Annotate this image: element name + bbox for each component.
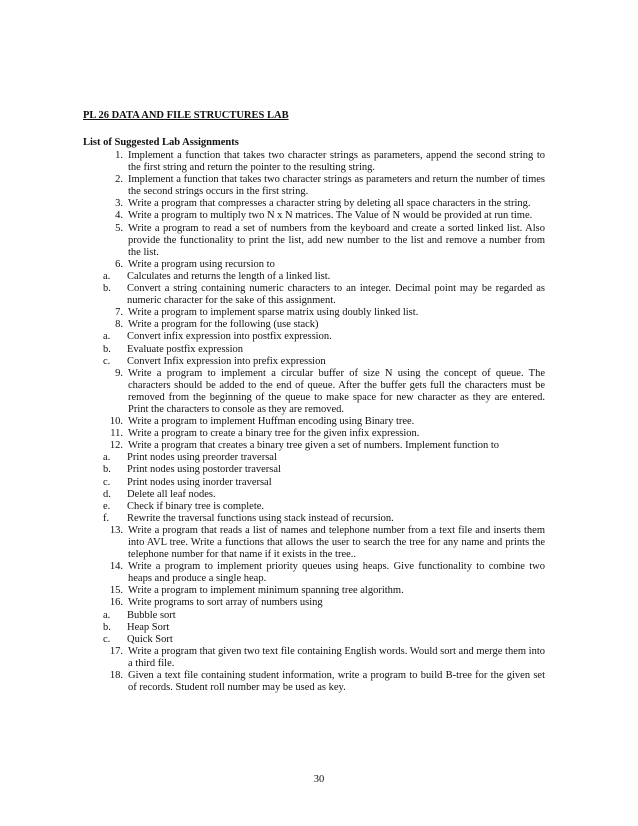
item-text: Write a program that creates a binary tree given a set of numbers. Implement function to	[128, 440, 500, 452]
list-item	[83, 223, 545, 259]
sub-item	[83, 356, 545, 368]
assignment-list	[83, 150, 545, 694]
sub-item	[83, 464, 545, 476]
item-number: 12.	[109, 440, 123, 452]
sub-item-text: Quick Sort	[127, 633, 173, 645]
page-number: 30	[313, 774, 325, 785]
sub-item-text: Check if binary tree is complete.	[127, 500, 265, 512]
item-number: 8.	[115, 319, 123, 331]
list-item	[83, 198, 545, 210]
item-number: 17.	[109, 645, 123, 657]
sub-item-letter: b.	[103, 343, 111, 355]
item-text: Write a program for the following (use stack)	[128, 319, 319, 331]
item-number: 4.	[115, 210, 123, 222]
item-text: Given a text file containing student information, write a program to build B-tree for the given set of records. Student roll number may be used as key.	[128, 670, 545, 694]
sub-item-letter: a.	[103, 452, 111, 464]
sub-item	[83, 513, 545, 525]
item-text: Write a program to implement priority queues using heaps. Give functionality to combine two heaps and produce a single heap.	[128, 561, 545, 585]
item-number: 2.	[115, 174, 123, 186]
list-item	[83, 428, 545, 440]
list-item	[83, 210, 545, 222]
sub-item-text: Print nodes using postorder traversal	[127, 464, 281, 476]
sub-item-letter: d.	[103, 488, 111, 500]
item-text: Write programs to sort array of numbers using	[128, 597, 323, 609]
sub-item-letter: c.	[103, 355, 111, 367]
list-item	[83, 670, 545, 694]
item-text: Write a program to read a set of numbers from the keyboard and create a sorted linked list. Also provide the functionality to print the list, add new number to the list and remove a number from the list.	[128, 222, 545, 258]
sub-item	[83, 634, 545, 646]
item-number: 5.	[115, 222, 123, 234]
sub-item-letter: f.	[103, 512, 110, 524]
item-number: 1.	[115, 150, 123, 161]
sub-item-text: Calculates and returns the length of a linked list.	[127, 270, 331, 282]
list-item	[83, 174, 545, 198]
list-item	[83, 416, 545, 428]
list-item	[83, 597, 545, 609]
item-text: Write a program that reads a list of names and telephone number from a text file and inserts them into AVL tree. Write a functions that allows the user to search the tree for any name and prints the telephone number for that name if it exists in the tree..	[128, 524, 545, 561]
sub-item	[83, 331, 545, 343]
item-number: 18.	[109, 670, 123, 682]
sub-item-text: Delete all leaf nodes.	[127, 488, 216, 500]
list-item	[83, 319, 545, 331]
item-number: 7.	[115, 307, 123, 319]
item-number: 15.	[109, 585, 123, 597]
sub-item	[83, 271, 545, 283]
sub-item-letter: e.	[103, 500, 111, 512]
sub-item	[83, 283, 545, 307]
sub-item-letter: b.	[103, 464, 111, 476]
item-number: 14.	[109, 561, 123, 573]
item-number: 16.	[109, 597, 123, 609]
item-number: 9.	[115, 367, 123, 379]
sub-item-letter: a.	[103, 609, 111, 621]
item-number: 11.	[110, 428, 123, 440]
sub-item-text: Print nodes using preorder traversal	[127, 452, 277, 464]
sub-item-text: Print nodes using inorder traversal	[127, 476, 272, 488]
item-number: 10.	[109, 416, 123, 428]
item-number: 3.	[115, 198, 123, 210]
list-item	[83, 259, 545, 271]
sub-item-letter: c.	[103, 633, 111, 645]
sub-item-text: Convert a string containing numeric characters to an integer. Decimal point may be regarded as numeric character for the sake of this assignment.	[127, 283, 545, 307]
sub-item	[83, 622, 545, 634]
list-item	[83, 561, 545, 585]
item-text: Write a program to implement a circular buffer of size N using the concept of queue. The characters should be added to the end of queue. After the buffer gets full the characters must be removed from the beginning of the queue to make space for new character as they are entered. Print the characters to console as they are removed.	[128, 367, 545, 415]
sub-item-letter: b.	[103, 283, 111, 295]
item-text: Write a program to implement sparse matrix using doubly linked list.	[128, 307, 419, 319]
sub-item	[83, 489, 545, 501]
item-text: Write a program to implement minimum spanning tree algorithm.	[128, 585, 404, 597]
sub-item	[83, 344, 545, 356]
list-item	[83, 150, 545, 174]
list-item	[83, 440, 545, 452]
sub-item-text: Bubble sort	[127, 609, 176, 621]
sub-item-letter: b.	[103, 621, 111, 633]
item-number: 6.	[115, 258, 123, 270]
item-text: Write a program to multiply two N x N matrices. The Value of N would be provided at run time.	[128, 210, 533, 222]
sub-item-letter: a.	[103, 331, 111, 343]
sub-item	[83, 452, 545, 464]
item-text: Implement a function that takes two character strings as parameters, append the second string to the first string and return the pointer to the resulting string.	[128, 150, 545, 174]
list-item	[83, 525, 545, 561]
item-text: Write a program using recursion to	[128, 258, 275, 270]
sub-item-text: Rewrite the traversal functions using stack instead of recursion.	[127, 512, 394, 524]
section-heading: List of Suggested Lab Assignments	[83, 137, 239, 148]
list-item	[83, 585, 545, 597]
list-item	[83, 368, 545, 416]
item-text: Implement a function that takes two character strings as parameters and return the number of times the second strings occurs in the first string.	[128, 174, 545, 198]
sub-item-letter: a.	[103, 270, 111, 282]
list-item	[83, 646, 545, 670]
list-item	[83, 307, 545, 319]
sub-item	[83, 501, 545, 513]
sub-item-text: Convert infix expression into postfix expression.	[127, 331, 332, 343]
lab-title: PL 26 DATA AND FILE STRUCTURES LAB	[83, 110, 289, 121]
item-text: Write a program to create a binary tree for the given infix expression.	[128, 428, 420, 440]
sub-item-text: Evaluate postfix expression	[127, 343, 244, 355]
sub-item	[83, 477, 545, 489]
sub-item-text: Convert Infix expression into prefix expression	[127, 355, 326, 367]
item-text: Write a program to implement Huffman encoding using Binary tree.	[128, 416, 415, 428]
sub-item-letter: c.	[103, 476, 111, 488]
item-number: 13.	[109, 524, 123, 536]
sub-item-text: Heap Sort	[127, 621, 170, 633]
item-text: Write a program that compresses a character string by deleting all space characters in the string.	[128, 198, 531, 210]
sub-item	[83, 610, 545, 622]
item-text: Write a program that given two text file containing English words. Would sort and merge them into a third file.	[128, 645, 545, 669]
